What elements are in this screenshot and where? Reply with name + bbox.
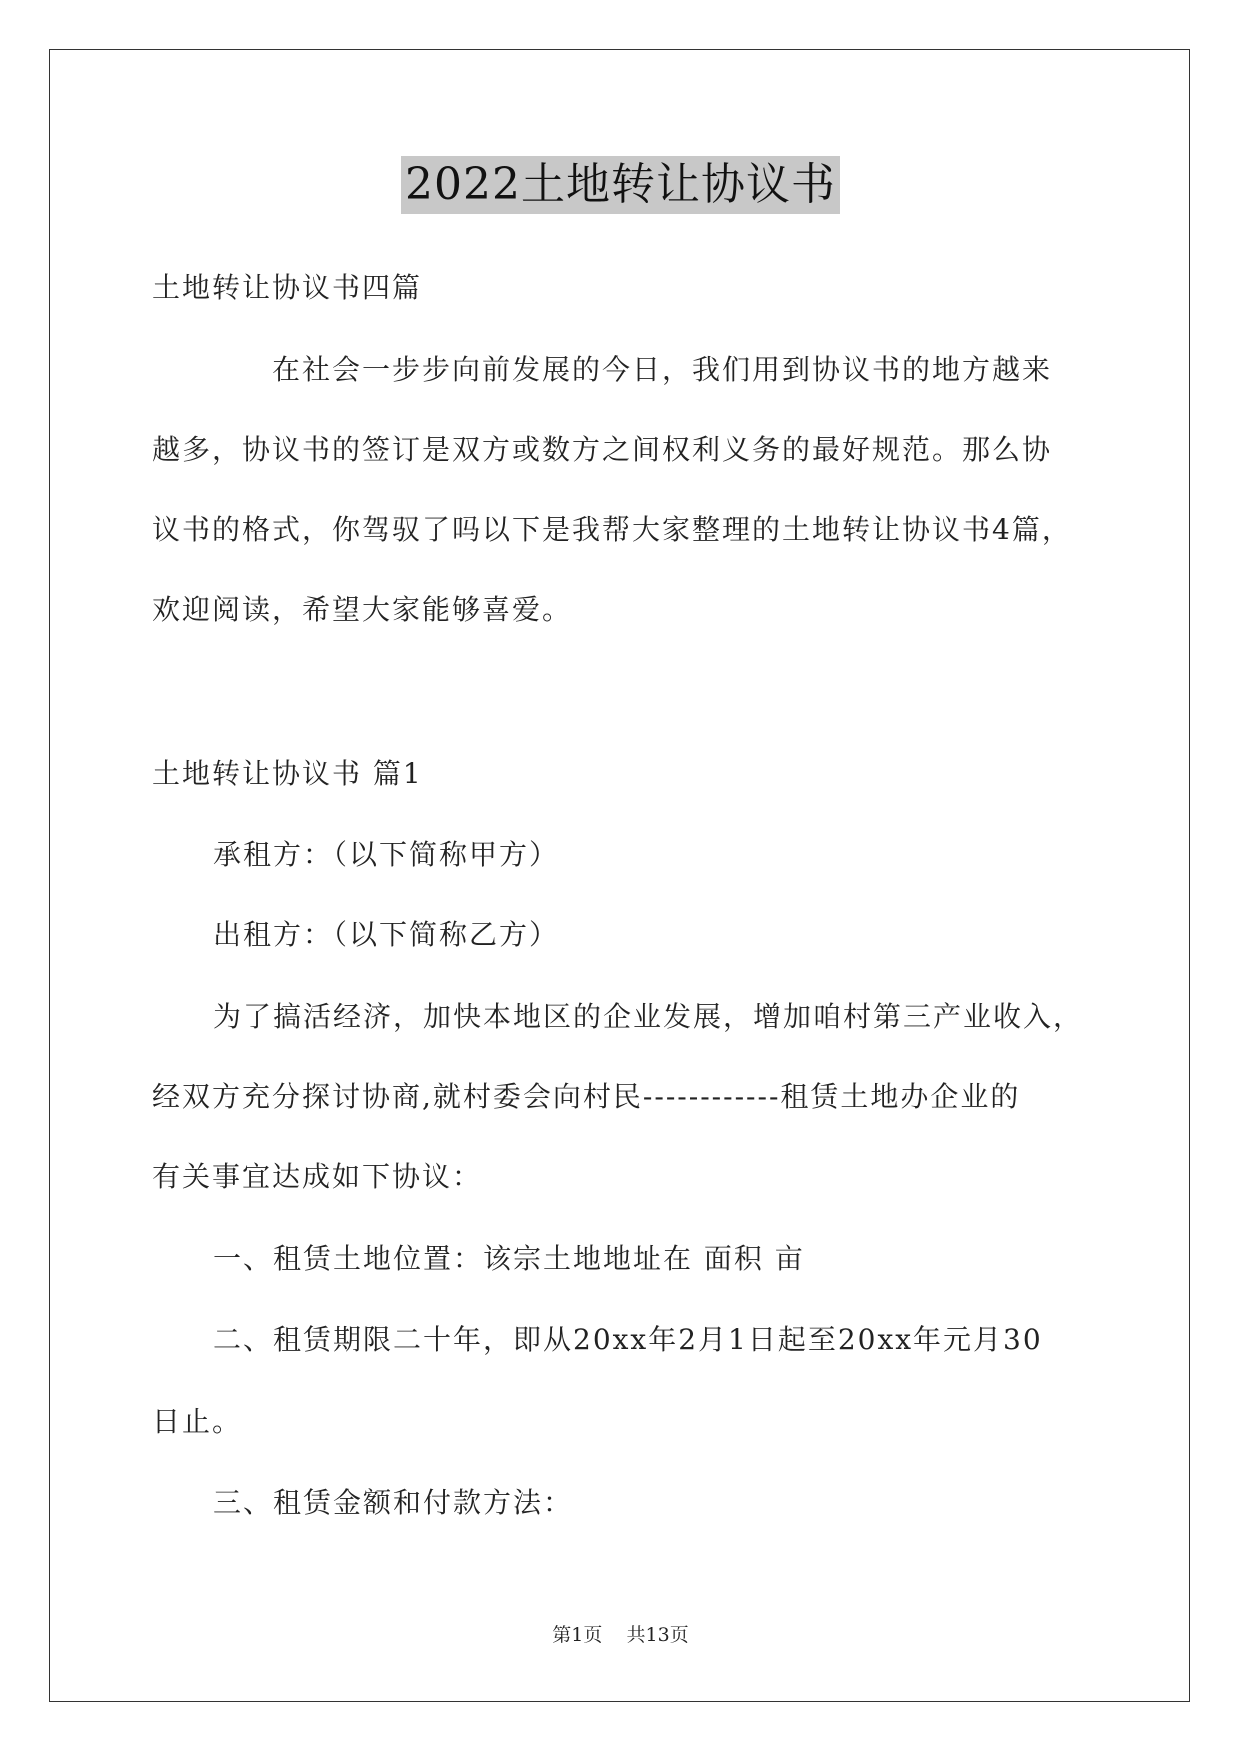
paragraph-line: 日止。	[152, 1405, 243, 1438]
section-heading: 土地转让协议书 篇1	[152, 757, 423, 790]
page-footer	[0, 1620, 1241, 1647]
subtitle: 土地转让协议书四篇	[152, 271, 423, 304]
paragraph-line: 经双方充分探讨协商,就村委会向村民------------租赁土地办企业的	[152, 1080, 1021, 1113]
paragraph-line: 为了搞活经济，加快本地区的企业发展，增加咱村第三产业收入，	[213, 1000, 1084, 1033]
paragraph-line: 出租方：（以下简称乙方）	[213, 918, 560, 951]
document-title: 2022土地转让协议书	[401, 156, 840, 214]
paragraph-line: 越多，协议书的签订是双方或数方之间权利义务的最好规范。那么协	[152, 433, 1053, 466]
paragraph-line: 欢迎阅读，希望大家能够喜爱。	[152, 593, 573, 626]
page-number: 第1页	[552, 1624, 603, 1646]
paragraph-line: 三、租赁金额和付款方法：	[213, 1486, 574, 1519]
paragraph-line: 在社会一步步向前发展的今日，我们用到协议书的地方越来	[272, 353, 1053, 386]
paragraph-line: 承租方：（以下简称甲方）	[213, 838, 560, 871]
paragraph-line: 有关事宜达成如下协议：	[152, 1160, 483, 1193]
page-total: 共13页	[626, 1624, 689, 1646]
paragraph-line: 一、租赁土地位置：该宗土地地址在 面积 亩	[213, 1242, 805, 1275]
paragraph-line: 议书的格式，你驾驭了吗以下是我帮大家整理的土地转让协议书4篇，	[152, 513, 1072, 546]
paragraph-line: 二、租赁期限二十年，即从20xx年2月1日起至20xx年元月30	[213, 1323, 1043, 1356]
title-wrap	[0, 156, 1241, 214]
